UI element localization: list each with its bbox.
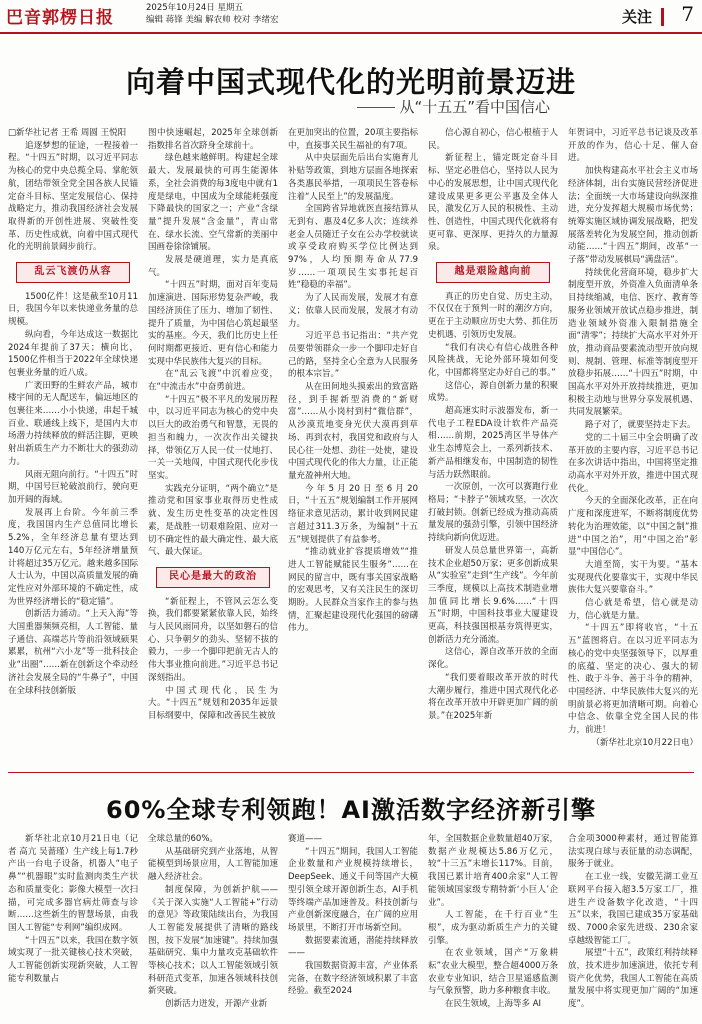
article2-column-3 [288, 833, 418, 1019]
paragraph: 信心源自初心，信心根植于人民。 [428, 128, 558, 151]
article-subtitle: 从“十五五”看中国信心 [357, 96, 550, 117]
article-column-5 [568, 127, 698, 763]
paragraph: “十四五”以来，我国在数字领域实现了一批关键核心技术突破，人工智能创新实现新突破，人工智能专利数量占 [8, 935, 138, 984]
paragraph: 制度保障，为创新护航——《关于深入实施“人工智能+”行动的意见》等政策陆续出台，为我国人工智能发展提供了清晰的路线图，按下发展“加速键”。持续加强基础研究、集中力量攻克基础软件等核心技术；以人工智能领域引领科研范式变革，加速各领域科技创新突破。 [148, 884, 278, 997]
article-column-4 [428, 127, 558, 763]
paragraph: “推动就业扩容提质增效”“推进人工智能赋能民生服务”……在网民的留言中，既有事关国家战略的宏观思考，又有关注民生的深切期盼。人民群众当家作主的参与热情，汇聚起建设现代化强国的磅礴伟力。 [288, 547, 418, 634]
paragraph: 全国跨省异地就医直接结算从无到有、惠及4亿多人次；连续养老金人员随迁子女在公办学校就读或享受政府购买学位比例达到97%，人均预期寿命从77.9岁……一项项民生实事托起百姓“稳稳的幸福”。 [288, 204, 418, 291]
paragraph: 创新活力迸发，开源产业新 [165, 999, 268, 1010]
paragraph: 在工业一线，安徽芜湖工业互联网平台接入超3.5万家工厂，推进生产设备数字化改造，“十四五”以来，我国已建成35万家基础级、7000余家先进级、230余家卓越级智能工厂。 [568, 872, 698, 946]
article2-column-2 [148, 833, 278, 1019]
paragraph: 一次原创，一次可以赛跑行业格局；“卡脖子”领域攻坚，一次次打破封锁。创新已经成为推动高质量发展的强劲引擎，引领中国经济持续向新向优迈进。 [428, 482, 558, 544]
paragraph: 党的二十届三中全会明确了改革开放的主要内容，习近平总书记在多次讲话中指出，中国将坚定推动高水平对外开放，推进中国式现代化。 [568, 432, 698, 494]
article-column-2 [148, 127, 278, 763]
paragraph: 中国式现代化，民生为大。“十四五”规划和2035年远景目标纲要中，保障和改善民生被放 [148, 685, 278, 721]
subheading: 民心是最大的政治 [156, 567, 270, 588]
dateline-end: （新华社北京10月22日电） [591, 737, 698, 748]
article-column-3 [288, 127, 418, 763]
section-divider-bar [661, 8, 664, 26]
paragraph: 研发人员总量世界第一，高新技术企业超50万家；更多创新成果从“实验室”走到“生产线”。今年前三季度，规模以上高技术制造业增加值同比增长9.6%……“十四五”时期，中国科技事业大厦建设更高，科技强国根基夯筑得更实，创新活力充分涌流。 [428, 545, 558, 645]
paragraph: 持续优化营商环境，稳步扩大制度型开放，外资准入负面清单条目持续缩减，电信、医疗、教育等服务业领域开放试点稳步推进，制造业领域外资准入限制措施全面“清零”；持续扩大高水平对外开放，推动商品要素流动型开放向规则、规制、管理、标准等制度型开放稳步拓展……“十四五”时期，中国高水平对外开放持续推进，更加积极主动地与世界分享发展机遇、共同发展繁荣。 [568, 267, 698, 418]
paragraph: 这信心，源自改革开放的全面深化。 [428, 647, 558, 671]
paragraph: 创新活力涌动。“上天入海”等大国重器频频亮相，人工智能、量子通信、高端芯片等前沿领域硕果累累，杭州“六小龙”等一批科技企业“出圈”……新在创新这个牵动经济社会发展全局的“牛鼻子”，中国在全球科技创新版 [8, 609, 138, 696]
section-name: 关注 [621, 8, 652, 26]
paragraph: 风雨无阻向前行。“十四五”时期，中国号巨轮破浪前行，驶向更加开阔的海域。 [8, 469, 138, 505]
article2-column-5 [568, 833, 698, 1019]
paragraph: 习近平总书记指出：“共产党员要带领群众一步一个脚印走好自己的路，坚持全心全意为人民服务的根本宗旨。” [288, 331, 418, 380]
article-divider [8, 772, 694, 773]
paragraph: 今年5月20日至6月20日，“十五五”规划编制工作开展网络征求意见活动，累计收到网民建言超过311.3万条，为编制“十五五”规划提供了有益参考。 [288, 483, 418, 545]
paragraph: 我国数据资源丰富，产业体系完备，在数字经济领域积累了丰富经验。截至2024 [288, 961, 418, 997]
second-article-body [8, 833, 698, 1019]
paragraph: “我们要着眼改革开放的时代大潮步履行，推进中国式现代化必将在改革开放中开辟更加广阔的前景。”在2025年新 [428, 672, 558, 721]
paragraph: 纵向看，今年达成这一数据比2024年提前了37天；横向比，1500亿件相当于2022年全球快递包裹业务量的近八成。 [8, 329, 138, 378]
paragraph: 真正的历史自觉、历史主动，不仅仅在于预判一时的潮汐方向，更在于主动顺应历史大势、抓住历史机遇、引领历史发展。 [428, 291, 558, 340]
paragraph: “十四五”期间，我国人工智能企业数量和产业规模持续增长，DeepSeek、通义千问等国产大模型引领全球开源创新生态，AI手机等终端产品加速普及。科技创新与产业创新深度融合，在广阔的应用场景里，不断打开市场新空间。 [288, 846, 418, 933]
paragraph: 新华社北京10月21日电（记者 高亢 吴蔷瑾）生产线上每1.7秒产出一台电子设备，机器人“电子鼻”“机器眼”实时监测肉类生产状态和质量变化；影像大模型一次扫描，可完成多器官病灶筛查与诊断……这些新生的智慧场景，由我国人工智能“专利网”编织成网。 [8, 834, 138, 933]
paragraph: 今天的全面深化改革，正在向广度和深度进军，不断将制度优势转化为治理效能，以“中国之制”推进“中国之治”，用“中国之治”彰显“中国信心”。 [568, 496, 698, 558]
paragraph: 全球总量的60%。 [148, 834, 218, 844]
paragraph: 1500亿件！这是截至10月11日，我国今年以来快递业务量的总规模。 [8, 291, 138, 328]
paragraph: 大道至简，实干为要。“基本实现现代化要靠实干，实现中华民族伟大复兴要靠奋斗。” [568, 559, 698, 596]
paragraph: 数据要素流通，潜能持续释放—— [288, 935, 418, 959]
issue-date: 2025年10月24日 星期五 [146, 3, 243, 13]
paragraph: 加快构建高水平社会主义市场经济体制，出台实施民营经济促进法；全面统一大市场建设向纵深推进，充分发挥超大规模市场优势；统筹实施区域协调发展战略，把发展落差转化为发展空间，推动创新动能……“十四五”期间，改革“一子落”带动发展棋局“满盘活”。 [568, 166, 698, 266]
paragraph: 信心就是希望，信心就是动力，信心就是力量。 [568, 598, 698, 621]
article2-column-4 [428, 833, 558, 1019]
article-body [8, 127, 698, 763]
paragraph: 追逐梦想的征途，一程接着一程。“十四五”时期，以习近平同志为核心的党中央总揽全局、掌舵领航，团结带领全党全国各族人民锚定奋斗目标、坚定发展信心、保持战略定力，推动我国经济社会发展取得新的开创性进展、突破性变革、历史性成就，向着中国式现代化的光明前景阔步前行。 [8, 140, 138, 253]
paragraph: 人工智能，在千行百业“生根”，成为驱动新质生产力的关键引擎。 [428, 910, 558, 946]
paragraph: 赛道—— [288, 834, 323, 844]
paragraph: 在农业领域，国产“万象耕耘”农业大模型，整合超4000万条农业专业知识，结合卫星遥感监测与气象预警，助力多种粮食丰收。 [428, 948, 558, 997]
paragraph: 为了人民而发展，发展才有意义；依靠人民而发展，发展才有动力。 [288, 293, 418, 329]
paragraph: 在更加突出的位置，20项主要指标中，直接事关民生福祉的有7项。 [288, 128, 418, 151]
paragraph: 广袤田野的生鲜农产品，城市楼宇间的无人配送车，偏远地区的包裹往来……小小快递，串起千城百业、联通线上线下，是国内大市场潜力持续释放的鲜活注脚，更映射出新质生产力不断壮大的强劲动力。 [8, 380, 138, 467]
second-article-headline: 60%全球专利领跑！AI激活数字经济新引擎 [106, 796, 596, 824]
subheading: 乱云飞渡仍从容 [16, 262, 130, 283]
paragraph: 年，全国数据企业数量超40万家，数据产业规模达5.86万亿元，较“十三五”末增长117%。目前，我国已累计培育400余家“人工智能领域国家级专精特新‘小巨人’企业”。 [428, 834, 558, 908]
paragraph: “我们有决心有信心战胜各种风险挑战，无论外部环境如何变化，中国都将坚定办好自己的事。” [428, 342, 558, 378]
paragraph: “十四五”即将收官，“十五五”蓝图将启。在以习近平同志为核心的党中央坚强领导下，以厚重的底蕴、坚定的决心、强大的韧性、敢于斗争、善于斗争的精神，中国经济、中华民族伟大复兴的光明前景必将更加清晰可期。向着心中信念、依靠全党全国人民的伟力，前进！ [568, 623, 698, 736]
newspaper-logo[interactable]: 巴音郭楞日报 [6, 8, 114, 28]
article2-column-1 [8, 833, 138, 1019]
article-column-1 [8, 127, 138, 763]
editor-credits: 编辑 蒋锋 美编 解农帅 校对 李绪宏 [146, 15, 279, 25]
paragraph: 从中央层面先后出台实施育儿补贴等政策，到地方层面各地探索各类惠民举措，一项项民生答卷标注着“人民至上”的发展温度。 [288, 153, 418, 202]
paragraph: 图中快速崛起，2025年全球创新指数排名首次跻身全球前十。 [148, 128, 278, 151]
paragraph: 从在田间地头摸索出的致富路径，到手握新型消费的“新财富”……从小岗村到村“微信群”，从沙漠荒地变身光伏大漠再到草场、再到农村，我国党和政府与人民心往一处想、劲往一处使，建设中国式现代化的伟大力量，让正能量充盈神州大地。 [288, 382, 418, 481]
dateline [146, 2, 279, 26]
paragraph: 年贺词中，习近平总书记谈及改革开放的作为，信心十足、催人奋进。 [568, 128, 698, 164]
paragraph: 发展是硬道理，实力是真底气。 [148, 255, 278, 278]
paragraph: 新征程上，锚定既定奋斗目标、坚定必胜信心，坚持以人民为中心的发展思想，让中国式现代化建设成果更多更公平惠及全体人民，激发亿万人民的积极性、主动性、创造性，中国式现代化就将有更可靠、更深厚、更持久的力量源泉。 [428, 153, 558, 253]
paragraph: 在“乱云飞渡”中沉着应变，在“中流击水”中奋勇前进。 [148, 369, 278, 393]
paragraph: “十四五”时期，面对百年变局加速演进、国际形势复杂严峻，我国经济顶住了压力、增加了韧性、提升了质量，为中国信心筑起最坚实的基座。今天，我们比历史上任何时期都更接近、更有信心和能力实现中华民族伟大复兴的目标。 [148, 280, 278, 367]
paragraph: 这信心，源自创新力量的积聚成势。 [428, 380, 558, 404]
paragraph: 在民生领域，上海等多 AI [445, 999, 542, 1010]
masthead [0, 0, 702, 34]
paragraph: 路子对了，就要坚持走下去。 [585, 420, 696, 431]
paragraph: 发展再上台阶。今年前三季度，我国国内生产总值同比增长5.2%，全年经济总量有望达到140万亿元左右，5年经济增量预计将超过35万亿元。越来越多国际人士认为，中国以高质量发展的确定性应对外部环境的不确定性，成为世界经济增长的“稳定锚”。 [8, 507, 138, 607]
byline: □新华社记者 王希 周圆 王悦阳 [8, 128, 127, 138]
paragraph: 从基础研究到产业落地，从智能模型到场景应用，人工智能加速融入经济社会。 [148, 846, 278, 883]
paragraph: 超高速实时示波器发布，新一代电子工程EDA设计软件产品亮相……前期，2025湾区半导体产业生态博览会上，一系列新技术、新产品相继发布，中国制造的韧性与活力跃然眼前。 [428, 406, 558, 480]
subheading: 越是艰险越向前 [436, 262, 550, 283]
page-number: 7 [681, 2, 694, 26]
paragraph: 实践充分证明，“两个确立”是推动党和国家事业取得历史性成就、发生历史性变革的决定性因素，是战胜一切艰难险阻、应对一切不确定性的最大确定性、最大底气、最大保证。 [148, 483, 278, 558]
paragraph: 展望“十五”，政策红利持续释放，技术进步加速演进，依托专利资产化优势，我国人工智能在高质量发展中将实现更加广阔的“加速度”。 [568, 948, 698, 1010]
paragraph: “十四五”极不平凡的发展历程中，以习近平同志为核心的党中央以巨大的政治勇气和智慧，无畏的担当和魄力，一次次作出关键抉择，带领亿万人民一仗一仗地打、一关一关地闯，中国式现代化步伐坚实。 [148, 394, 278, 481]
article-headline: 向着中国式现代化的光明前景迈进 [125, 65, 576, 99]
paragraph: 绿色越来越鲜明。构建起全球最大、发展最快的可再生能源体系，全社会消费的每3度电中就有1度是绿电，中国成为全球能耗强度下降最快的国家之一；产业“含绿量”提升发展“含金量”，青山常在、绿水长流、空气常新的美丽中国画卷徐徐铺展。 [148, 153, 278, 253]
paragraph: “新征程上，不管风云怎么变换，我们都要紧紧依靠人民，始终与人民风雨同舟，以坚如磐石的信心、只争朝夕的劲头、坚韧不拔的毅力，一步一个脚印把前无古人的伟大事业推向前进。”习近平总书记深刻指出。 [148, 596, 278, 683]
paragraph: 合金项3000种素材，通过智能算法实现白球与表征量的动态调配，服务于就业。 [568, 834, 698, 870]
